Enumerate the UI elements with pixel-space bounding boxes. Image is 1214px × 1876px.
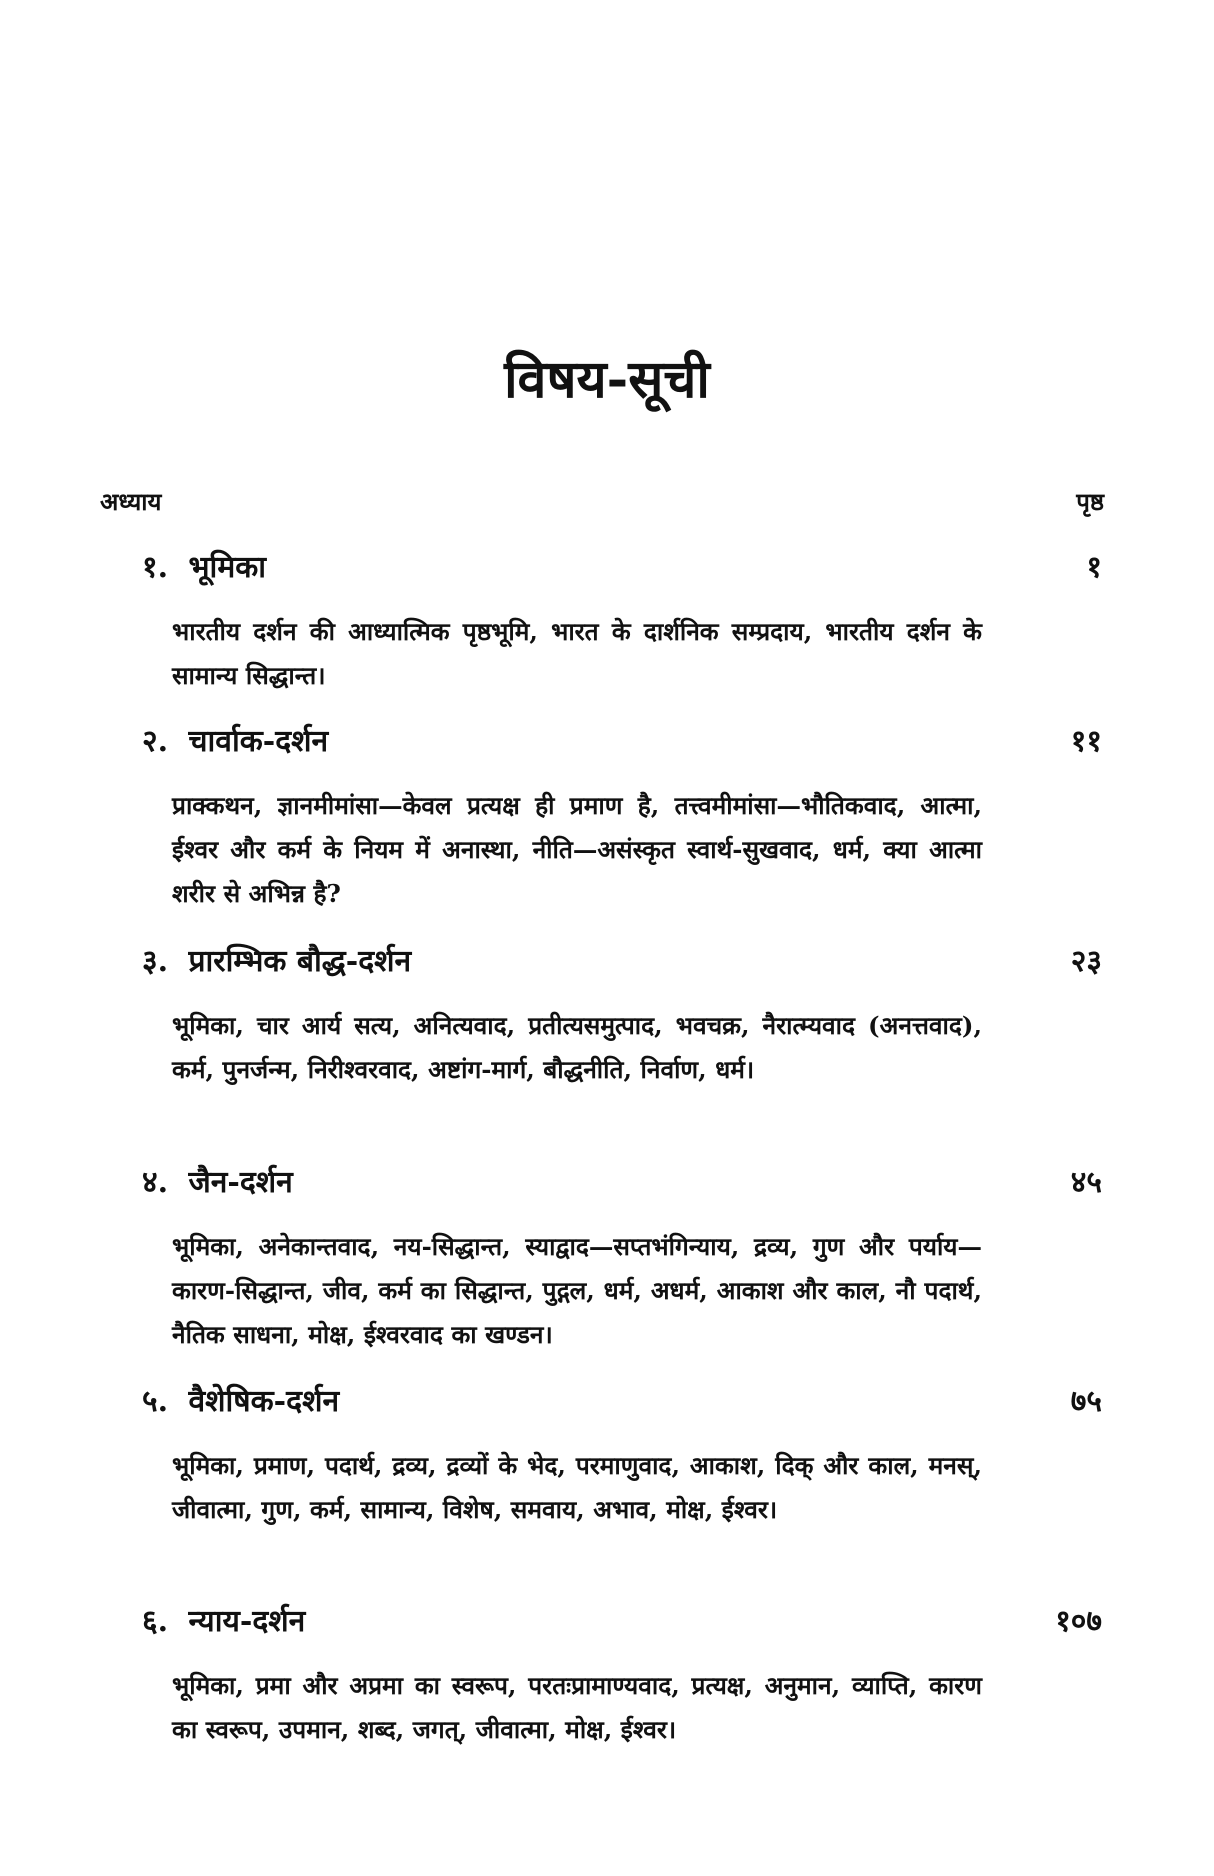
chapter-description: भूमिका, अनेकान्तवाद, नय-सिद्धान्त, स्याद्वाद—सप्तभंगिन्याय, द्रव्य, गुण और पर्याय—कारण-सिद्धान्त, जीव, कर्म का सिद्धान्त, पुद्गल, धर्म, अधर्म, आकाश और काल, नौ पदार्थ, नैतिक साधना, मोक्ष, ईश्वरवाद का खण्डन।	[172, 1232, 982, 1349]
chapter-title	[142, 940, 411, 984]
chapter-title	[142, 1161, 293, 1205]
chapter-number: ३.	[142, 944, 169, 979]
chapter-number: ४.	[142, 1165, 169, 1200]
chapter-description: प्राक्कथन, ज्ञानमीमांसा—केवल प्रत्यक्ष ही प्रमाण है, तत्त्वमीमांसा—भौतिकवाद, आत्मा, ईश्वर और कर्म के नियम में अनास्था, नीति—असंस्कृत स्वार्थ-सुखवाद, धर्म, क्या आत्मा शरीर से अभिन्न है?	[172, 791, 982, 908]
chapter-number: २.	[142, 724, 169, 759]
chapter-name: न्याय-दर्शन	[188, 1604, 306, 1639]
chapter-description: भूमिका, प्रमाण, पदार्थ, द्रव्य, द्रव्यों के भेद, परमाणुवाद, आकाश, दिक् और काल, मनस्, जीवात्मा, गुण, कर्म, सामान्य, विशेष, समवाय, अभाव, मोक्ष, ईश्वर।	[172, 1451, 982, 1524]
chapter-description: भारतीय दर्शन की आध्यात्मिक पृष्ठभूमि, भारत के दार्शनिक सम्प्रदाय, भारतीय दर्शन के सामान्य सिद्धान्त।	[172, 617, 982, 690]
chapter-name: प्रारम्भिक बौद्ध-दर्शन	[188, 944, 412, 979]
chapter-title	[142, 1600, 305, 1644]
chapter-number: ५.	[142, 1384, 169, 1419]
chapter-number: १.	[142, 550, 169, 585]
chapter-title	[142, 546, 266, 590]
chapter-page-number: १	[1086, 550, 1102, 585]
chapter-title	[142, 720, 328, 764]
chapter-name: चार्वाक-दर्शन	[188, 724, 329, 759]
chapter-description: भूमिका, चार आर्य सत्य, अनित्यवाद, प्रतीत्यसमुत्पाद, भवचक्र, नैरात्म्यवाद (अनत्तवाद), कर्म, पुनर्जन्म, निरीश्वरवाद, अष्टांग-मार्ग, बौद्धनीति, निर्वाण, धर्म।	[172, 1011, 982, 1084]
page-column-heading: पृष्ठ	[1076, 487, 1104, 516]
chapter-title	[142, 1380, 339, 1424]
chapter-name: जैन-दर्शन	[188, 1165, 293, 1200]
chapter-description: भूमिका, प्रमा और अप्रमा का स्वरूप, परतःप्रामाण्यवाद, प्रत्यक्ष, अनुमान, व्याप्ति, कारण का स्वरूप, उपमान, शब्द, जगत्, जीवात्मा, मोक्ष, ईश्वर।	[172, 1671, 982, 1744]
chapter-page-number: १०७	[1055, 1604, 1102, 1639]
chapter-page-number: ११	[1070, 724, 1102, 759]
chapter-page-number: २३	[1070, 944, 1102, 979]
chapter-name: भूमिका	[188, 550, 267, 585]
chapter-page-number: ४५	[1070, 1165, 1102, 1200]
chapter-column-heading: अध्याय	[100, 487, 162, 516]
chapter-page-number: ७५	[1070, 1384, 1102, 1419]
chapter-number: ६.	[142, 1604, 169, 1639]
chapter-name: वैशेषिक-दर्शन	[188, 1384, 340, 1419]
page-title: विषय-सूची	[504, 349, 710, 410]
